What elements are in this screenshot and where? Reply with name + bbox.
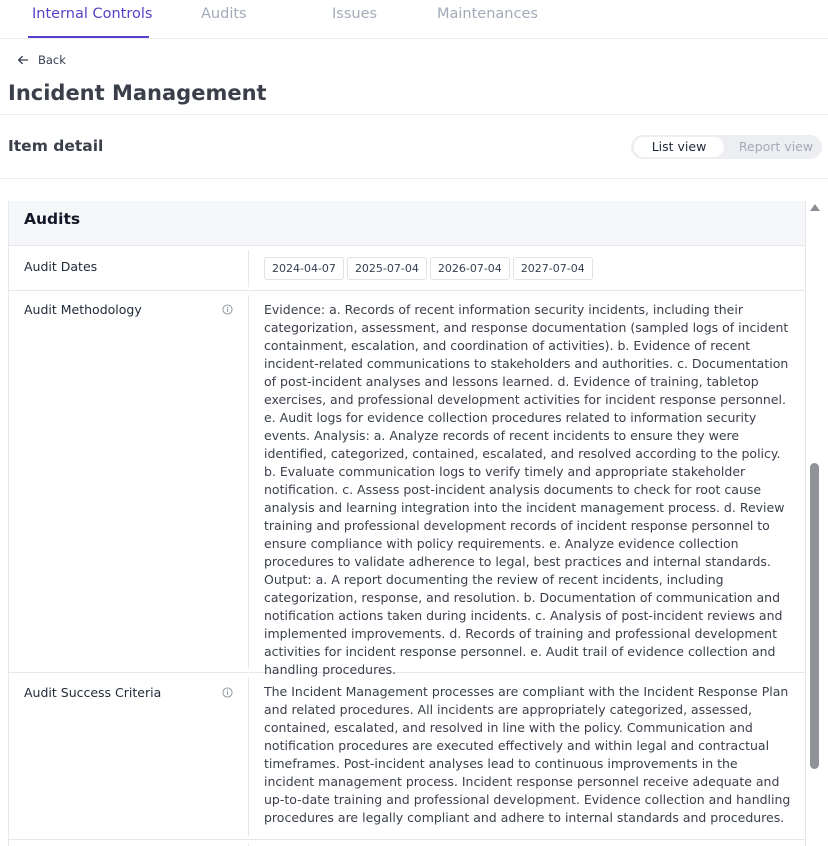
top-tab-bar <box>0 0 828 39</box>
audit-date-chip: 2024-04-07 <box>264 257 344 280</box>
audits-panel-title: Audits <box>24 210 81 228</box>
audit-dates-row <box>9 246 805 291</box>
back-button[interactable] <box>17 52 66 68</box>
column-divider <box>248 250 249 287</box>
page-title: Incident Management <box>8 81 267 105</box>
audit-success-criteria-text: The Incident Management processes are compliant with the Incident Response Plan and related procedures. All incidents are appropriately categorized, assessed, contained, escalated, and resolved in line with the policy. Communication and notification procedures are executed effectively and within legal and contractual timeframes. Post-incident analyses lead to continuous improvements in the incident management process. Incident response personnel receive adequate and up-to-date training and professional development. Evidence collection and handling procedures are legally compliant and adhere to internal standards and procedures. <box>264 684 791 825</box>
audit-methodology-text: Evidence: a. Records of recent information security incidents, including their categorization, assessment, and response documentation (sampled logs of incident containment, escalation, and coordination of activities). b. Evidence of recent incident-related communications to stakeholders and authorities. c. Documentation of post-incident analyses and lessons learned. d. Evidence of training, tabletop exercises, and professional development activities for incident response personnel. e. Audit logs for evidence collection procedures related to information security events. Analysis: a. Analyze records of recent incidents to ensure they were identified, categorized, contained, escalated, and resolved according to the policy. b. Evaluate communication logs to verify timely and appropriate stakeholder notification. c. Assess post-incident analysis documents to check for root cause analysis and learning integration into the incident management process. d. Review training and professional development records of incident response personnel to ensure compliance with policy requirements. e. Analyze evidence collection procedures to validate adherence to legal, best practices and internal standards. Output: a. A report documenting the review of recent incidents, including categorization, response, and resolution. b. Documentation of communication and notification actions taken during incidents. c. Analysis of post-incident reviews and implemented improvements. d. Records of training and professional development activities for incident response personnel. e. Audit trail of evidence collection and handling procedures. <box>264 302 789 677</box>
report-view-option[interactable]: Report view <box>738 139 814 154</box>
audits-panel-header <box>9 201 805 246</box>
active-tab-indicator <box>28 36 149 38</box>
column-divider <box>248 295 249 669</box>
audit-date-chip: 2025-07-04 <box>347 257 427 280</box>
section-title: Item detail <box>8 137 104 155</box>
scroll-up-arrow-icon[interactable] <box>810 204 820 211</box>
audit-date-chip: 2027-07-04 <box>513 257 593 280</box>
audit-dates-list <box>264 257 593 280</box>
info-icon[interactable] <box>222 304 233 315</box>
info-icon[interactable] <box>222 687 233 698</box>
audit-success-criteria-row <box>9 673 805 840</box>
tab-internal-controls[interactable]: Internal Controls <box>32 6 153 22</box>
audit-methodology-label: Audit Methodology <box>24 302 142 317</box>
tab-maintenances[interactable]: Maintenances <box>437 6 538 22</box>
tab-issues[interactable]: Issues <box>332 6 378 22</box>
header-divider <box>0 114 828 115</box>
audit-success-criteria-label: Audit Success Criteria <box>24 685 162 700</box>
audit-methodology-row <box>9 291 805 677</box>
arrow-left-icon <box>17 54 29 66</box>
view-toggle <box>631 135 822 159</box>
column-divider <box>248 677 249 836</box>
list-view-option[interactable]: List view <box>634 137 724 157</box>
vertical-scrollbar[interactable] <box>808 201 822 846</box>
audit-dates-label: Audit Dates <box>24 259 98 274</box>
section-divider <box>0 178 828 179</box>
back-label: Back <box>38 53 66 67</box>
scroll-thumb[interactable] <box>810 463 819 769</box>
next-row <box>9 840 805 846</box>
audits-panel <box>8 201 806 846</box>
audit-date-chip: 2026-07-04 <box>430 257 510 280</box>
tab-audits[interactable]: Audits <box>201 6 247 22</box>
